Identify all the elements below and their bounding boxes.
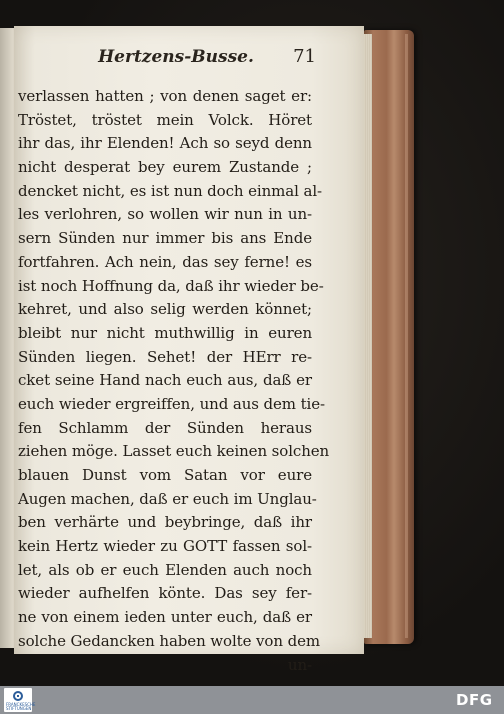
text-line: wieder aufhelfen könte. Das sey fer-: [18, 584, 312, 603]
text-line: fen Schlamm der Sünden heraus: [18, 418, 312, 437]
text-line: un-: [287, 655, 312, 674]
text-line: dencket nicht, es ist nun doch einmal al-: [18, 181, 323, 200]
library-logo-caption: FRANCKESCHE STIFTUNGEN: [6, 702, 36, 711]
text-line: bleibt nur nicht muthwillig in euren: [18, 323, 312, 342]
text-line: ne von einem ieden unter euch, daß er: [18, 608, 312, 627]
text-line: Augen machen, daß er euch im Unglau-: [18, 489, 317, 508]
text-line: solche Gedancken haben wolte von dem: [18, 631, 320, 650]
text-line: euch wieder ergreiffen, und aus dem tie-: [18, 394, 325, 413]
text-line: blauen Dunst vom Satan vor eure: [18, 466, 312, 484]
footer-bar: [0, 686, 504, 714]
text-line: ben verhärte und beybringe, daß ihr: [18, 513, 312, 532]
page-number: 71: [293, 46, 316, 67]
text-line: ziehen möge. Lasset euch keinen solchen: [18, 442, 330, 461]
text-line: sern Sünden nur immer bis ans Ende: [18, 229, 312, 248]
text-line: ist noch Hoffnung da, daß ihr wieder be-: [18, 276, 324, 295]
library-logo[interactable]: [4, 688, 36, 712]
dfg-logo[interactable]: DFG: [456, 691, 493, 709]
text-line: nicht desperat bey eurem Zustande ;: [18, 158, 312, 177]
library-emblem-icon: [13, 691, 23, 701]
running-title: Hertzens-Busse.: [98, 47, 254, 67]
text-line: cket seine Hand nach euch aus, daß er: [18, 371, 312, 390]
body-text: [18, 85, 330, 674]
text-line: fortfahren. Ach nein, das sey ferne! es: [18, 252, 312, 271]
text-line: kehret, und also selig werden könnet;: [18, 300, 312, 319]
text-line: let, als ob er euch Elenden auch noch: [18, 560, 312, 579]
text-line: les verlohren, so wollen wir nun in un-: [18, 205, 312, 224]
text-line: ihr das, ihr Elenden! Ach so seyd denn: [18, 134, 312, 153]
text-line: verlassen hatten ; von denen saget er:: [18, 87, 312, 105]
text-line: Sünden liegen. Sehet! der HErr re-: [18, 347, 312, 366]
text-line: Tröstet, tröstet mein Volck. Höret: [18, 110, 312, 129]
text-line: kein Hertz wieder zu GOTT fassen sol-: [18, 537, 312, 556]
